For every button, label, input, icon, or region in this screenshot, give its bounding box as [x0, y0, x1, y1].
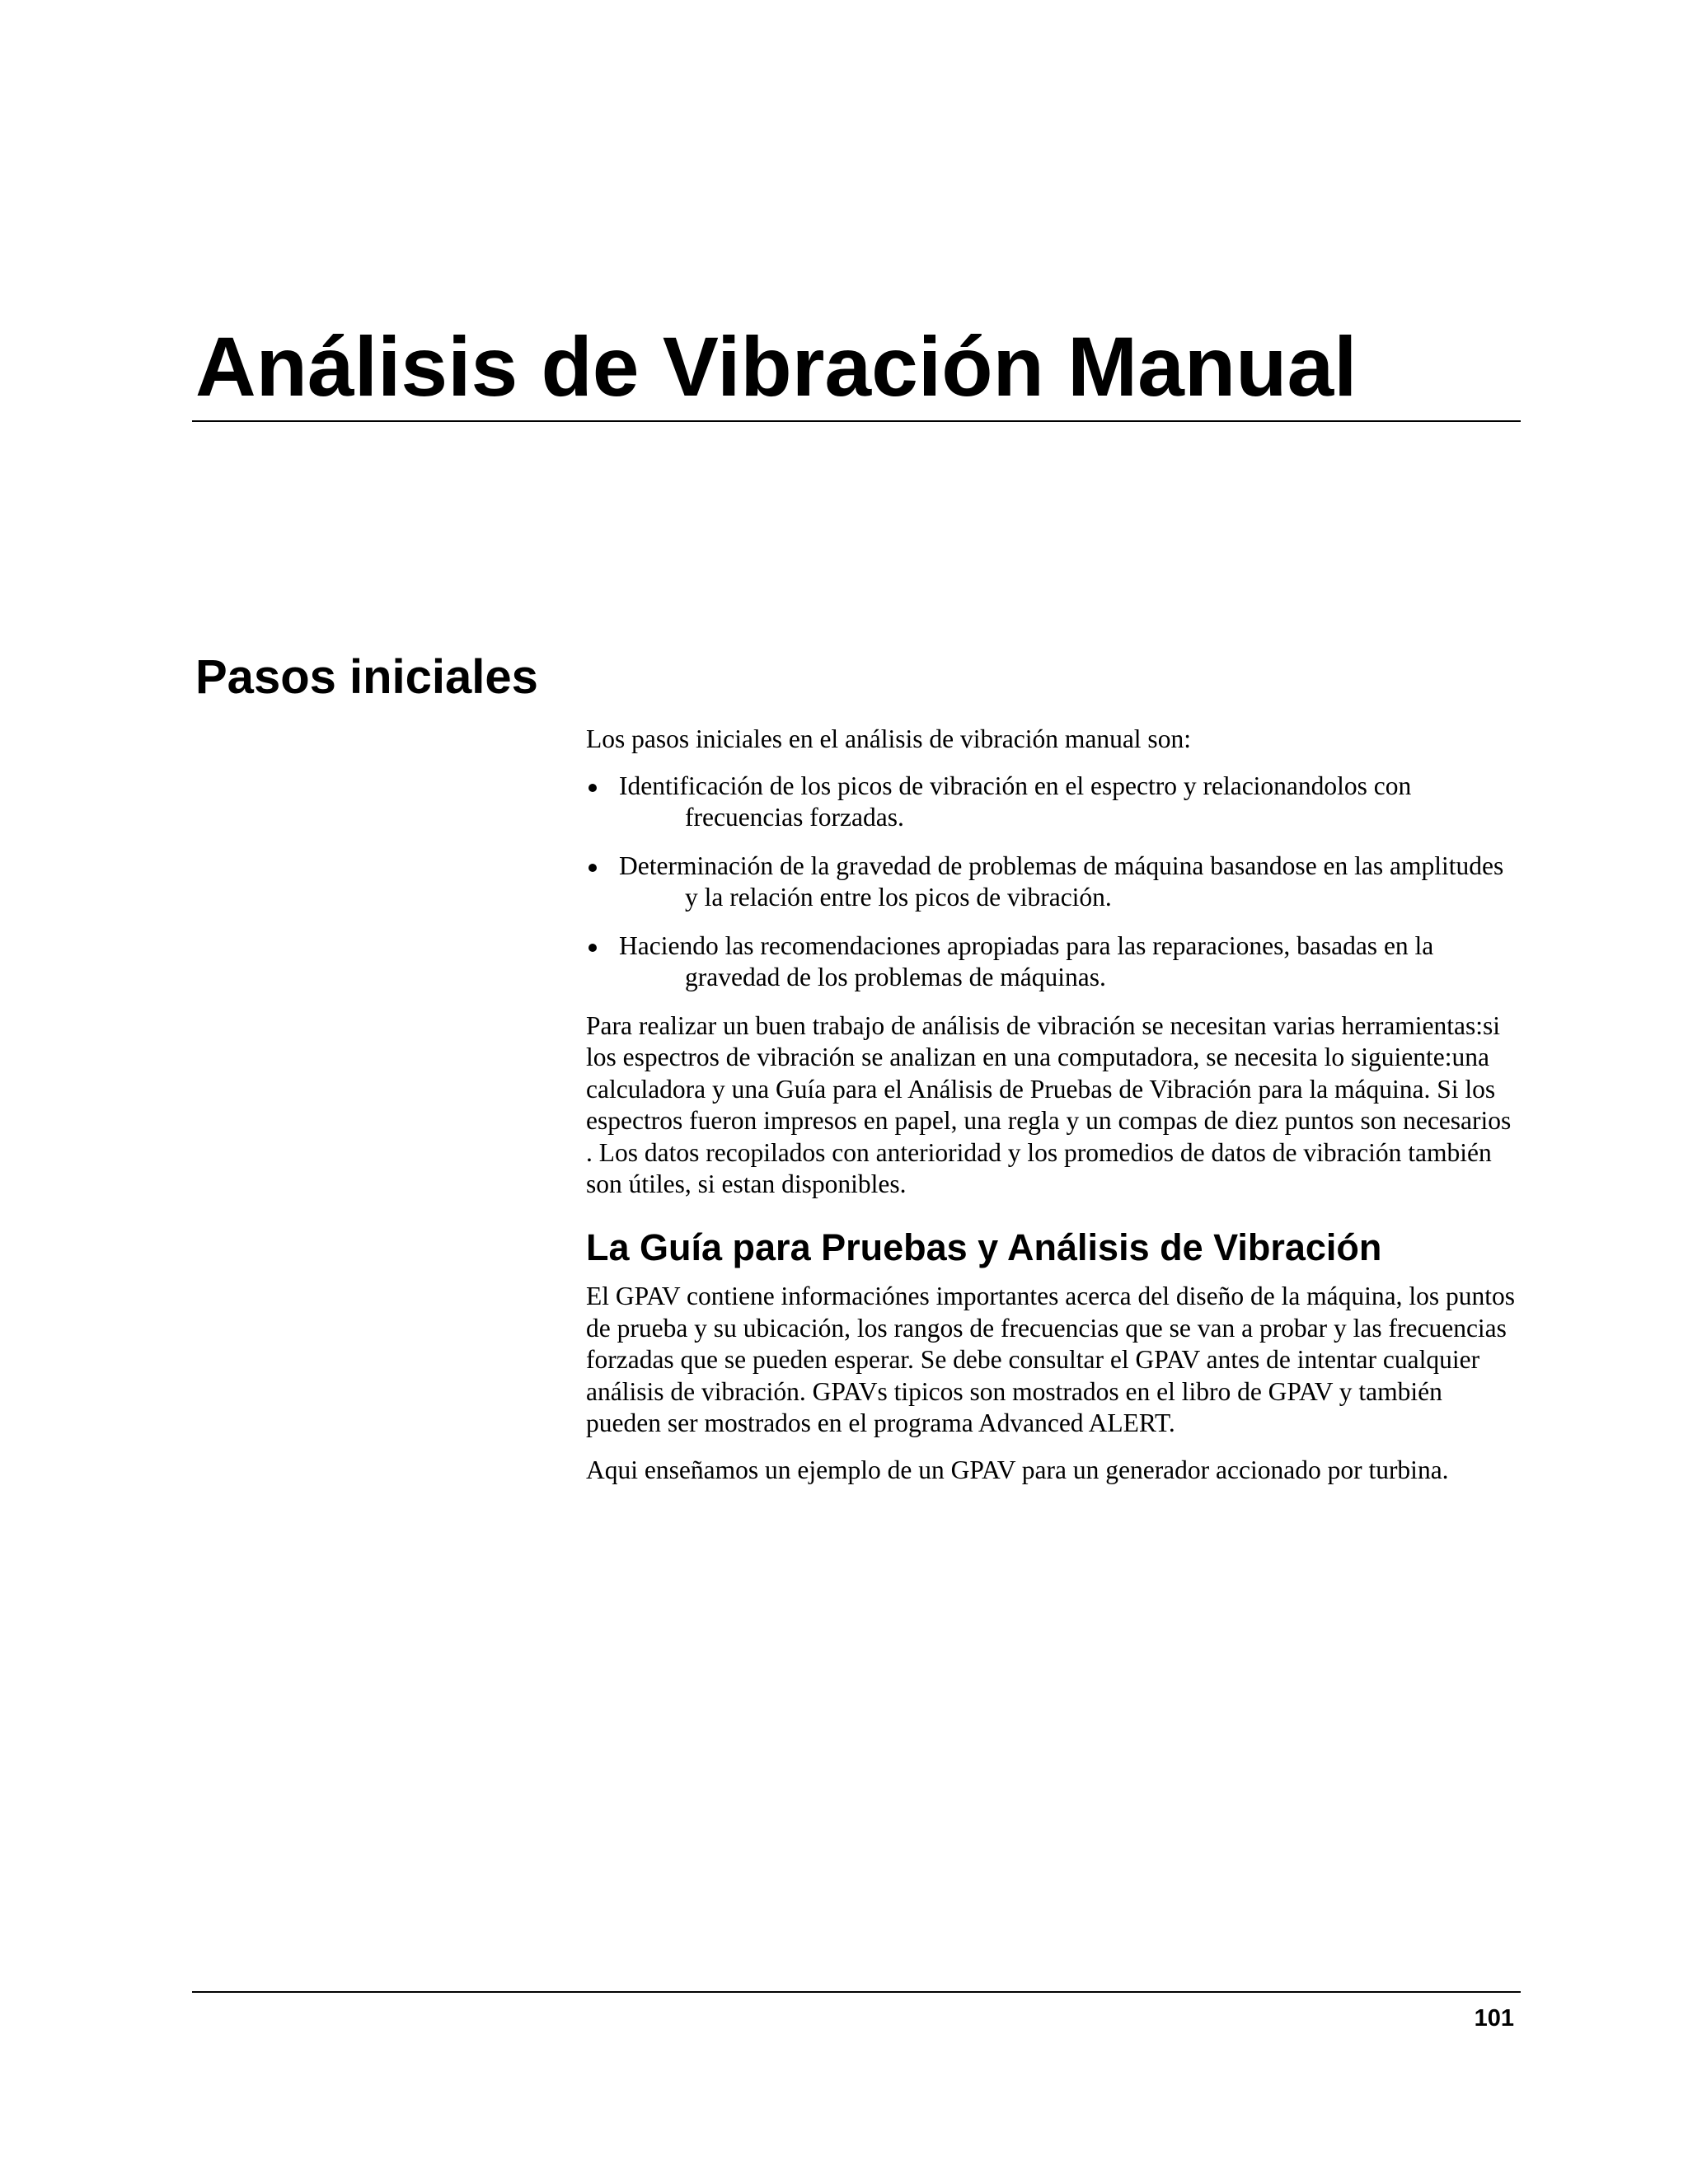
tools-paragraph: Para realizar un buen trabajo de análisis de vibración se necesitan varias herramientas:si los espectros de vibración se analizan en una computadora, se necesita lo siguiente:una calculadora y una Guía para el Análisis de Pruebas de Vibración para la máquina. Si los espectros fueron impresos en papel, una regla y un compas de diez puntos son necesarios . Los datos recopilados con anterioridad y los promedios de datos de vibración también son útiles, si estan disponibles. — [586, 1010, 1512, 1198]
list-item-text: Identificación de los picos de vibración en el espectro y relacionandolos con frecuencias forzadas. — [619, 771, 1412, 832]
footer-divider — [192, 1991, 1521, 1993]
bullet-dot-icon — [588, 944, 597, 952]
body-column — [586, 724, 1522, 1501]
example-paragraph: Aqui enseñamos un ejemplo de un GPAV para un generador accionado por turbina. — [586, 1455, 1449, 1484]
list-item — [586, 851, 1522, 914]
bullet-dot-icon — [588, 784, 597, 792]
title-divider — [192, 420, 1521, 422]
page-number: 101 — [1474, 2005, 1514, 2032]
list-item-text: Determinación de la gravedad de problemas de máquina basandose en las amplitudes y la relación entre los picos de vibración. — [619, 851, 1504, 912]
section-heading: Pasos iniciales — [195, 650, 538, 704]
list-item-text: Haciendo las recomendaciones apropiadas para las reparaciones, basadas en la gravedad de los problemas de máquinas. — [619, 930, 1434, 991]
gpav-paragraph: El GPAV contiene informaciónes importantes acerca del diseño de la máquina, los puntos de prueba y su ubicación, los rangos de frecuencias que se van a probar y las frecuencias forzadas que se pueden esperar. Se debe consultar el GPAV antes de intentar cualquier análisis de vibración. GPAVs tipicos son mostrados en el libro de GPAV y también pueden ser mostrados en el programa Advanced ALERT. — [586, 1282, 1516, 1437]
bullet-list — [586, 771, 1522, 994]
list-item — [586, 771, 1522, 834]
section-intro: Los pasos iniciales en el análisis de vibración manual son: — [586, 724, 1191, 753]
list-item — [586, 930, 1522, 994]
chapter-title: Análisis de Vibración Manual — [195, 320, 1357, 414]
subsection-heading: La Guía para Pruebas y Análisis de Vibración — [586, 1226, 1382, 1268]
bullet-dot-icon — [588, 864, 597, 872]
